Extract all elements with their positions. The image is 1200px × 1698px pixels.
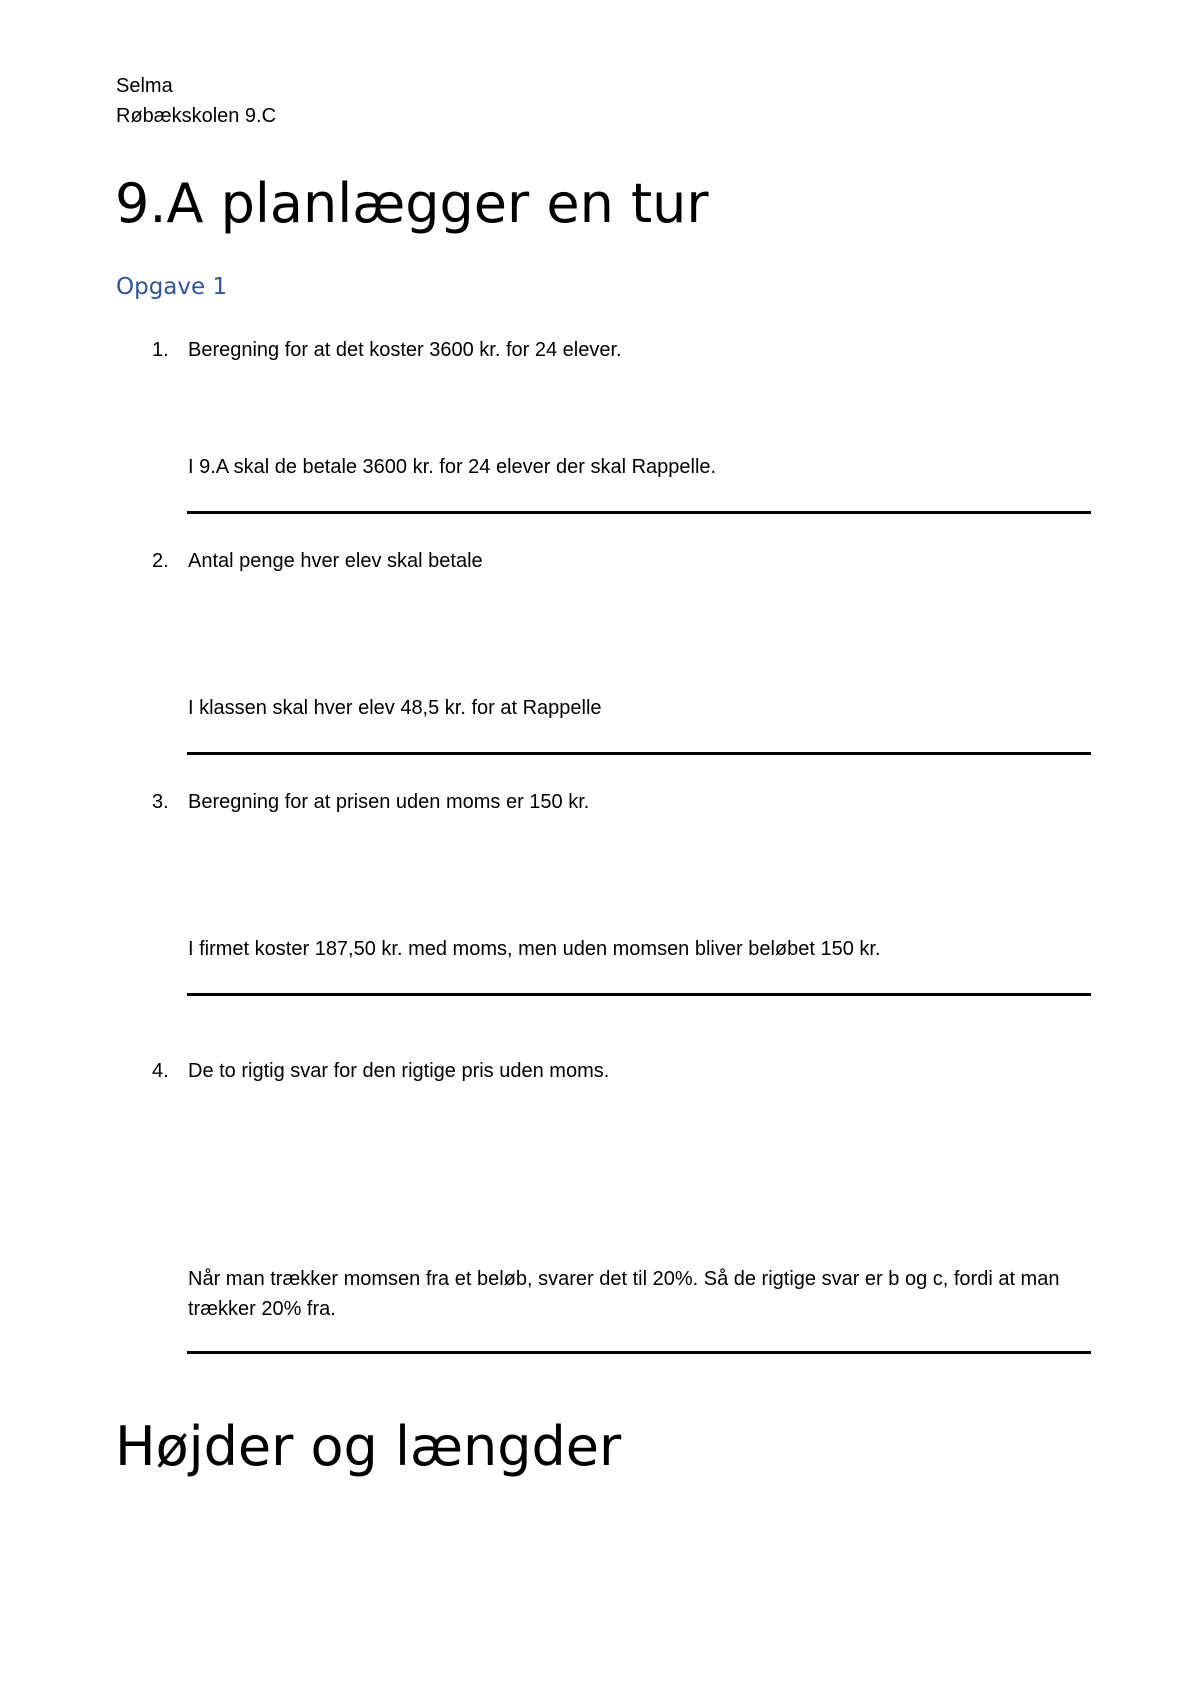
author-name: Selma [116, 75, 173, 97]
list-item-question: De to rigtig svar for den rigtige pris uden moms. [188, 1060, 610, 1082]
list-item-question: Beregning for at det koster 3600 kr. for 24 elever. [188, 339, 622, 361]
list-item-answer: Når man trækker momsen fra et beløb, svarer det til 20%. Så de rigtige svar er b og c, fordi at man trækker 20% fra. [188, 1268, 1060, 1320]
list-item-number: 1. [152, 339, 169, 361]
list-item-question: Beregning for at prisen uden moms er 150 kr. [188, 791, 590, 813]
list-item-answer: I klassen skal hver elev 48,5 kr. for at Rappelle [188, 697, 602, 719]
school-class: Røbækskolen 9.C [116, 105, 277, 127]
answer-divider [187, 511, 1091, 514]
list-item-number: 3. [152, 791, 169, 813]
answer-divider [187, 993, 1091, 996]
section-heading: Opgave 1 [116, 274, 228, 300]
list-item-answer: I firmet koster 187,50 kr. med moms, men uden momsen bliver beløbet 150 kr. [188, 938, 881, 960]
list-item-number: 2. [152, 550, 169, 572]
answer-divider [187, 752, 1091, 755]
answer-divider [187, 1351, 1091, 1354]
list-item-question: Antal penge hver elev skal betale [188, 550, 483, 572]
list-item-answer: I 9.A skal de betale 3600 kr. for 24 elever der skal Rappelle. [188, 456, 717, 478]
page-title: 9.A planlægger en tur [115, 172, 709, 235]
section-title: Højder og længder [115, 1415, 622, 1478]
list-item-number: 4. [152, 1060, 169, 1082]
